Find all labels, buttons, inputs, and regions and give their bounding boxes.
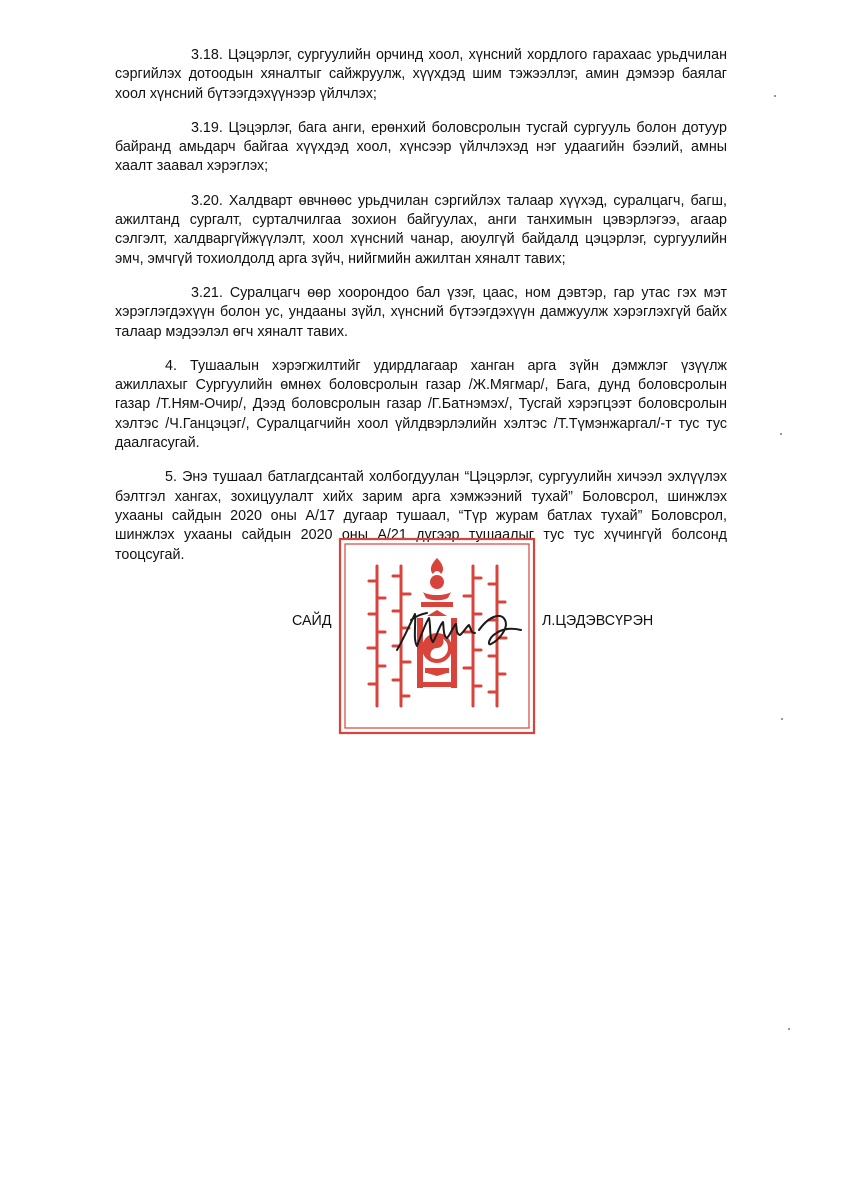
signatory-name: Л.ЦЭДЭВСҮРЭН: [542, 613, 654, 629]
scan-speck: [788, 1028, 790, 1030]
paragraph-3-20: 3.20. Халдварт өвчнөөс урьдчилан сэргийлэх талаар хүүхэд, суралцагч, багш, ажилтанд сургалт, сурталчилгаа зохион байгуулах, анги танхимын цэвэрлэгээ, агаар сэлгэлт, халдваргүйжүүлэлт, хоол хүнсний чанар, аюулгүй байдалд цэцэрлэг, сургуулийн эмч, эмчгүй тохиолдолд арга зүйч, нийгмийн ажилтан хяналт тавих;: [115, 192, 727, 267]
scan-speck: [780, 433, 782, 435]
handwritten-signature-icon: [393, 600, 533, 660]
paragraph-4: 4. Тушаалын хэрэгжилтийг удирдлагаар ханган арга зүйн дэмжлэг үзүүлж ажиллахыг Сургуулийн өмнөх боловсролын газар /Ж.Мягмар/, Бага, дунд боловсролын газар /Т.Ням-Очир/, Дээд боловсролын газар /Г.Батнэмэх/, Тусгай хэрэгцээт боловсролын хэлтэс /Ч.Ганцэцэг/, Суралцагчийн хоол үйлдвэрлэлийн хэлтэс /Т.Түмэнжаргал/-т тус тус даалгасугай.: [115, 357, 727, 452]
paragraph-5: 5. Энэ тушаал батлагдсантай холбогдуулан “Цэцэрлэг, сургуулийн хичээл эхлүүлэх бэлтгэл хангах, зохицуулалт хийх зарим арга хэмжээний тухай” Боловсрол, шинжлэх ухааны сайдын 2020 оны А/17 дугаар тушаал, “Түр журам батлах тухай” Боловсрол, шинжлэх ухааны сайдын 2020 оны А/21 дүгээр тушаалыг тус тус хүчингүй болсонд тооцсугай.: [115, 469, 727, 563]
paragraph-3-19: 3.19. Цэцэрлэг, бага анги, ерөнхий боловсролын тусгай сургууль болон дотуур байранд амьдарч байгаа хүүхдэд хоол, хүнсээр үйлчлэхэд нэг удаагийн бээлий, амны хаалт заавал хэрэглэх;: [115, 119, 727, 175]
paragraph-3-18: 3.18. Цэцэрлэг, сургуулийн орчинд хоол, хүнсний хордлого гарахаас урьдчилан сэргийлэх дотоодын хяналтыг сайжруулж, хүүхдэд шим тэжээллэг, амин дэмээр баялаг хоол хүнсний бүтээгдэхүүнээр үйлчлэх;: [115, 47, 727, 102]
scan-speck: [774, 95, 776, 97]
scan-speck: [781, 718, 783, 720]
paragraph-3-21: 3.21. Суралцагч өөр хоорондоо бал үзэг, цаас, ном дэвтэр, гар утас гэх мэт хэрэглэгдэхүүн болон ус, ундааны зүйл, хүнсний бүтээгдэхүүн дамжуулж хэрэглэхгүй байх талаар мэдээлэл өгч хяналт тавих.: [115, 284, 727, 340]
signatory-title: САЙД: [292, 613, 332, 629]
document-body: [115, 46, 727, 580]
